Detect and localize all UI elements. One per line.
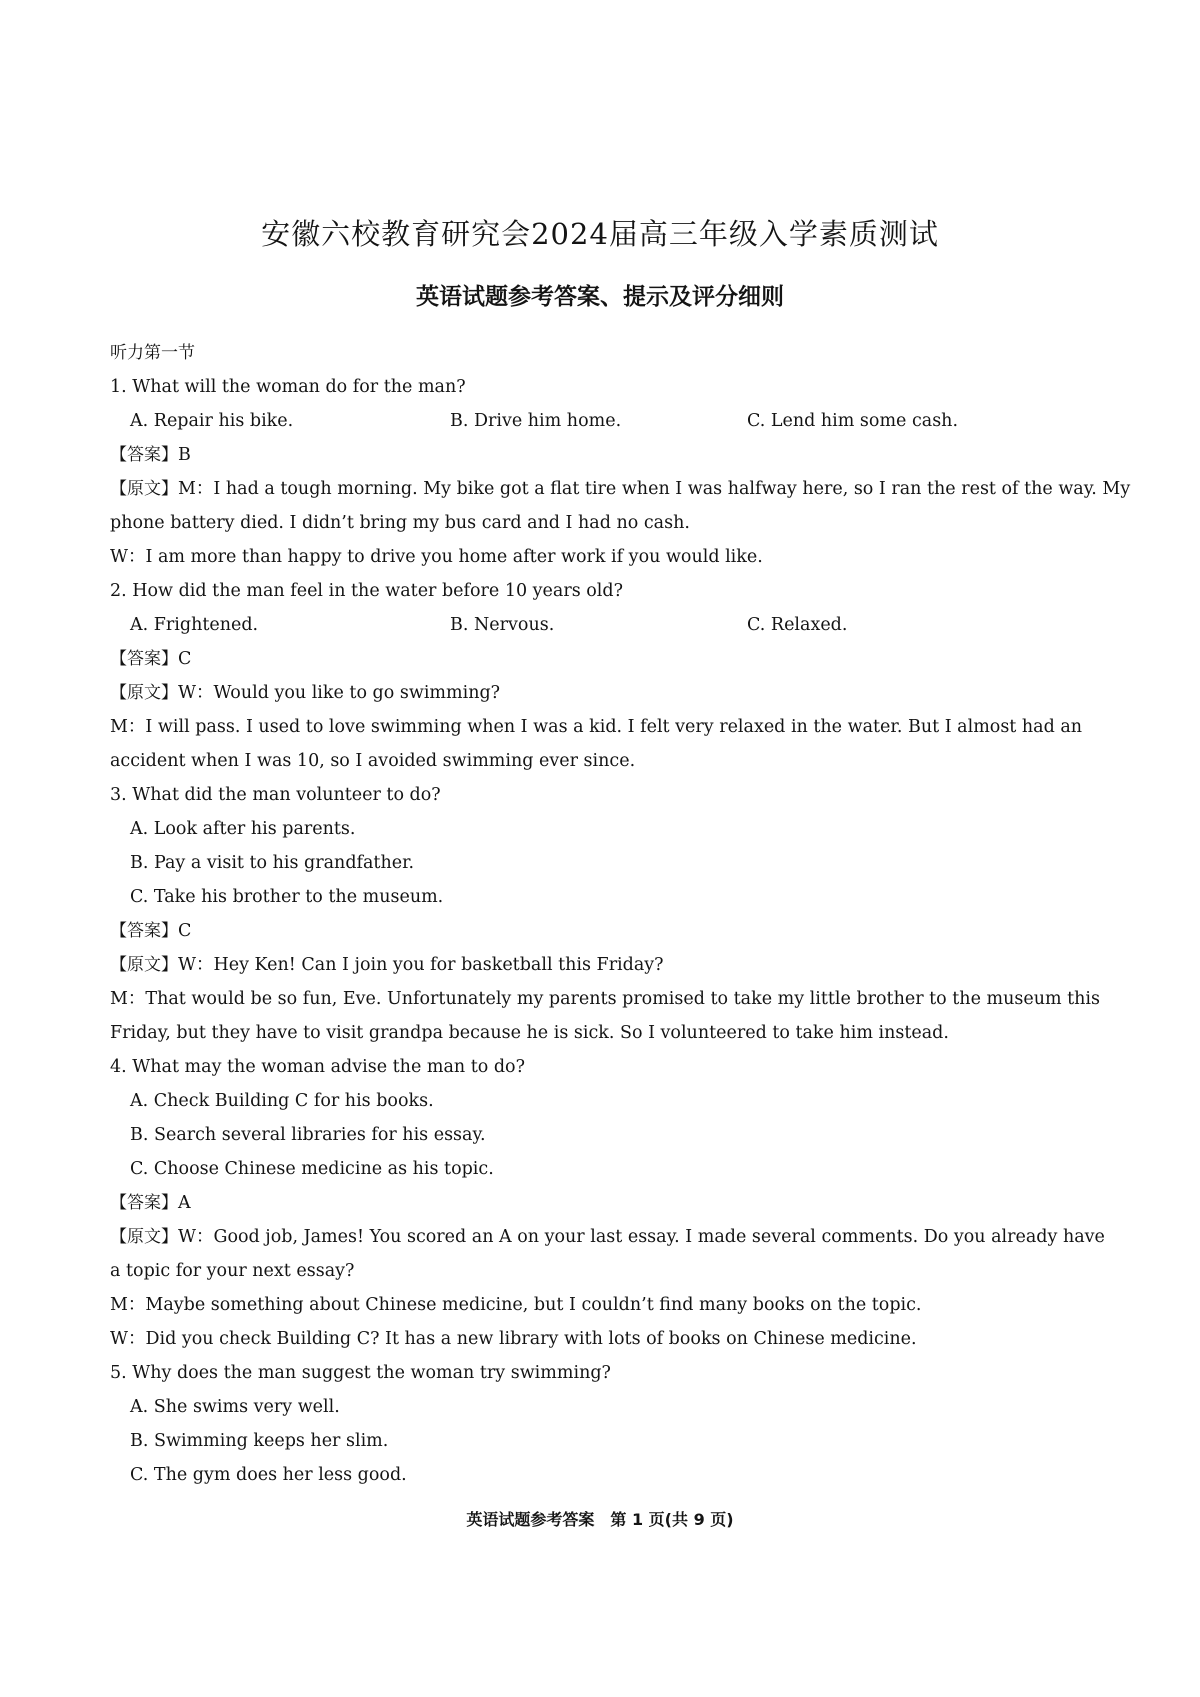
answer-label: 【答案】: [110, 445, 178, 465]
answer-line: [110, 1186, 1090, 1220]
transcript-line: M：That would be so fun, Eve. Unfortunately my parents promised to take my little brother to the museum this: [110, 989, 1101, 1009]
transcript-line: [110, 948, 1090, 982]
option-b: B. Drive him home.: [450, 411, 622, 431]
transcript-line: accident when I was 10, so I avoided swimming ever since.: [110, 751, 636, 771]
question-stem: 4. What may the woman advise the man to do?: [110, 1057, 525, 1077]
transcript-line: W：I am more than happy to drive you home after work if you would like.: [110, 547, 763, 567]
transcript-label: 【原文】: [110, 683, 178, 703]
question-stem: 2. How did the man feel in the water before 10 years old?: [110, 581, 623, 601]
answer-line: [110, 438, 1090, 472]
transcript-text: W：Hey Ken! Can I join you for basketball this Friday?: [178, 955, 664, 975]
transcript-line: [110, 676, 1090, 710]
transcript-line: phone battery died. I didn’t bring my bus card and I had no cash.: [110, 513, 690, 533]
page-title: 安徽六校教育研究会2024届高三年级入学素质测试: [261, 217, 939, 251]
transcript-line: [110, 1220, 1105, 1254]
option-c: C. Relaxed.: [747, 615, 848, 635]
option-a: A. She swims very well.: [130, 1397, 340, 1417]
transcript-text: W：Good job, James! You scored an A on your last essay. I made several comments. Do you already have: [178, 1227, 1105, 1247]
option-a: A. Frightened.: [130, 615, 259, 635]
question-options: [110, 608, 1090, 642]
answer-value: C: [178, 649, 192, 669]
transcript-line: Friday, but they have to visit grandpa because he is sick. So I volunteered to take him instead.: [110, 1023, 949, 1043]
question-stem: 5. Why does the man suggest the woman try swimming?: [110, 1363, 611, 1383]
answer-line: [110, 642, 1090, 676]
transcript-text: W：Would you like to go swimming?: [178, 683, 501, 703]
option-b: B. Nervous.: [450, 615, 555, 635]
option-b: B. Pay a visit to his grandfather.: [130, 853, 415, 873]
transcript-label: 【原文】: [110, 1227, 178, 1247]
option-c: C. Lend him some cash.: [747, 411, 959, 431]
transcript-line: M：I will pass. I used to love swimming when I was a kid. I felt very relaxed in the water. But I almost had an: [110, 717, 1083, 737]
option-a: A. Look after his parents.: [130, 819, 356, 839]
answer-label: 【答案】: [110, 1193, 178, 1213]
transcript-label: 【原文】: [110, 955, 178, 975]
answer-value: B: [178, 445, 191, 465]
question-stem: 1. What will the woman do for the man?: [110, 377, 466, 397]
option-b: B. Swimming keeps her slim.: [130, 1431, 389, 1451]
transcript-line: W：Did you check Building C? It has a new library with lots of books on Chinese medicine.: [110, 1329, 917, 1349]
option-b: B. Search several libraries for his essay.: [130, 1125, 486, 1145]
section-label: 听力第一节: [110, 343, 195, 363]
option-a: A. Check Building C for his books.: [130, 1091, 434, 1111]
question-stem: 3. What did the man volunteer to do?: [110, 785, 441, 805]
page-footer: 英语试题参考答案 第 1 页(共 9 页): [466, 1510, 734, 1529]
option-c: C. Choose Chinese medicine as his topic.: [130, 1159, 494, 1179]
answer-value: C: [178, 921, 192, 941]
question-options: [110, 404, 1090, 438]
transcript-line: a topic for your next essay?: [110, 1261, 355, 1281]
option-c: C. The gym does her less good.: [130, 1465, 407, 1485]
transcript-line: [110, 472, 1131, 506]
answer-label: 【答案】: [110, 921, 178, 941]
page-subtitle: 英语试题参考答案、提示及评分细则: [416, 284, 784, 310]
answer-value: A: [178, 1193, 191, 1213]
answer-line: [110, 914, 1090, 948]
transcript-text: M：I had a tough morning. My bike got a flat tire when I was halfway here, so I ran the rest of the way. My: [178, 479, 1131, 499]
answer-label: 【答案】: [110, 649, 178, 669]
option-c: C. Take his brother to the museum.: [130, 887, 444, 907]
document-body: [110, 336, 1131, 1492]
transcript-label: 【原文】: [110, 479, 178, 499]
option-a: A. Repair his bike.: [130, 411, 294, 431]
transcript-line: M：Maybe something about Chinese medicine, but I couldn’t find many books on the topic.: [110, 1295, 922, 1315]
